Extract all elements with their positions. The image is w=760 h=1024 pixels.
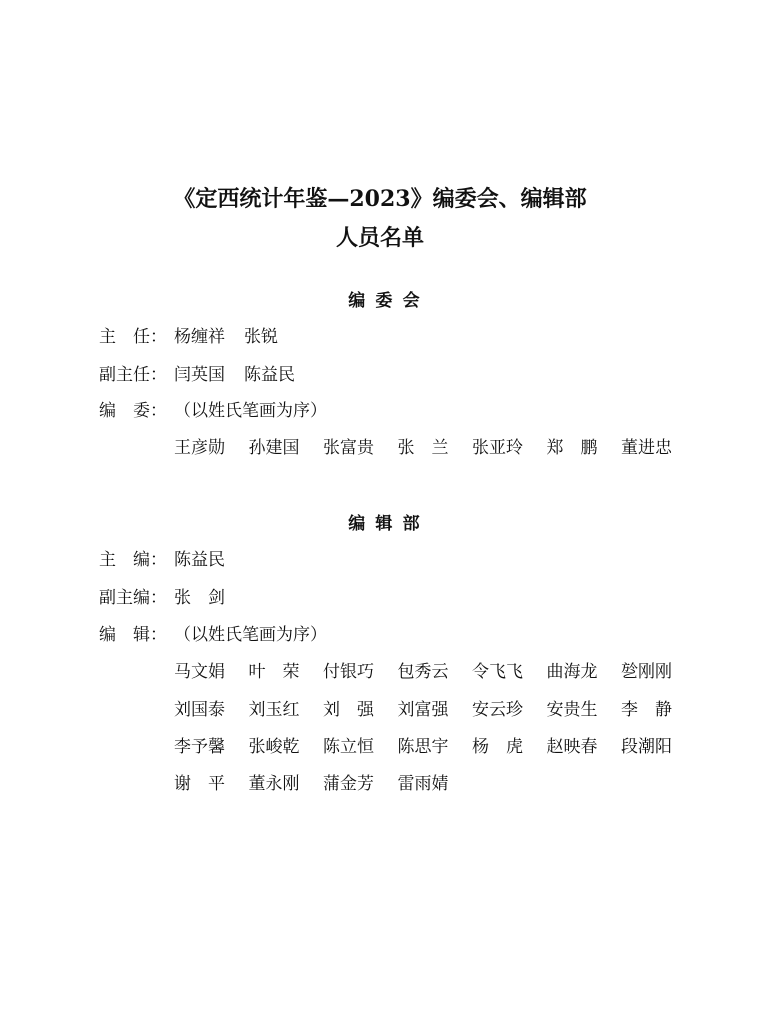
section-heading-editorial-department: 编辑部 (348, 514, 430, 534)
editor-name: 刘玉红 (248, 700, 300, 720)
editors-label: 编 辑： (99, 625, 167, 645)
editor-name: 蒲金芳 (323, 774, 374, 794)
editor-name: 雷雨婧 (397, 774, 449, 794)
editor-name: 杨 虎 (472, 737, 523, 757)
editor-name: 董永刚 (248, 774, 300, 794)
document-title: 《定西统计年鉴—2023》编委会、编辑部 (173, 186, 587, 212)
editor-name: 包秀云 (397, 662, 449, 682)
editors-list-row-4 (174, 771, 472, 797)
editor-name: 安云珍 (472, 700, 523, 720)
editor-name: 李予馨 (174, 737, 225, 757)
member-name: 郑 鹏 (546, 438, 598, 458)
editor-name: 乻刚刚 (621, 662, 672, 682)
editors-list-row-1 (174, 659, 696, 685)
editor-name: 马文娟 (174, 662, 225, 682)
director-label: 主 任： (99, 327, 167, 347)
member-name: 张 兰 (397, 438, 449, 458)
committee-members-list (174, 435, 696, 461)
editor-name: 赵映春 (546, 737, 598, 757)
editor-name: 李 静 (621, 700, 672, 720)
ordering-note: （以姓氏笔画为序） (174, 401, 327, 421)
editors-list-row-2 (174, 697, 696, 723)
deputy-chief-editor-label: 副主编： (99, 588, 167, 608)
chief-editor-name: 陈益民 (174, 550, 225, 570)
chief-editor-row (99, 547, 225, 573)
deputy-director-row (99, 362, 295, 388)
editor-name: 叶 荣 (248, 662, 300, 682)
member-name: 董进忠 (621, 438, 672, 458)
member-name: 王彦勋 (174, 438, 225, 458)
director-row (99, 324, 278, 350)
editor-name: 陈立恒 (323, 737, 374, 757)
ordering-note: （以姓氏笔画为序） (174, 625, 327, 645)
editor-name: 刘 强 (323, 700, 374, 720)
director-name: 杨缠祥 (174, 327, 225, 347)
editor-name: 谢 平 (174, 774, 225, 794)
committee-members-row (99, 398, 327, 424)
deputy-director-label: 副主任： (99, 365, 167, 385)
editor-name: 令飞飞 (472, 662, 523, 682)
deputy-chief-editor-name: 张 剑 (174, 588, 225, 608)
editor-name: 陈思宇 (397, 737, 449, 757)
editors-list-row-3 (174, 734, 696, 760)
chief-editor-label: 主 编： (99, 550, 167, 570)
editor-name: 刘国泰 (174, 700, 225, 720)
editor-name: 段潮阳 (621, 737, 672, 757)
editor-name: 张峻乾 (248, 737, 300, 757)
editor-name: 曲海龙 (546, 662, 598, 682)
member-name: 张亚玲 (472, 438, 523, 458)
deputy-director-name: 闫英国 (174, 365, 225, 385)
editors-row (99, 622, 327, 648)
committee-members-label: 编 委： (99, 401, 167, 421)
document-subtitle: 人员名单 (335, 225, 424, 251)
editor-name: 刘富强 (397, 700, 449, 720)
deputy-director-name: 陈益民 (244, 365, 295, 385)
deputy-chief-editor-row (99, 585, 225, 611)
member-name: 孙建国 (248, 438, 300, 458)
section-heading-editorial-committee: 编委会 (348, 291, 430, 311)
member-name: 张富贵 (323, 438, 374, 458)
director-name: 张锐 (244, 327, 278, 347)
editor-name: 付银巧 (323, 662, 374, 682)
editor-name: 安贵生 (546, 700, 598, 720)
